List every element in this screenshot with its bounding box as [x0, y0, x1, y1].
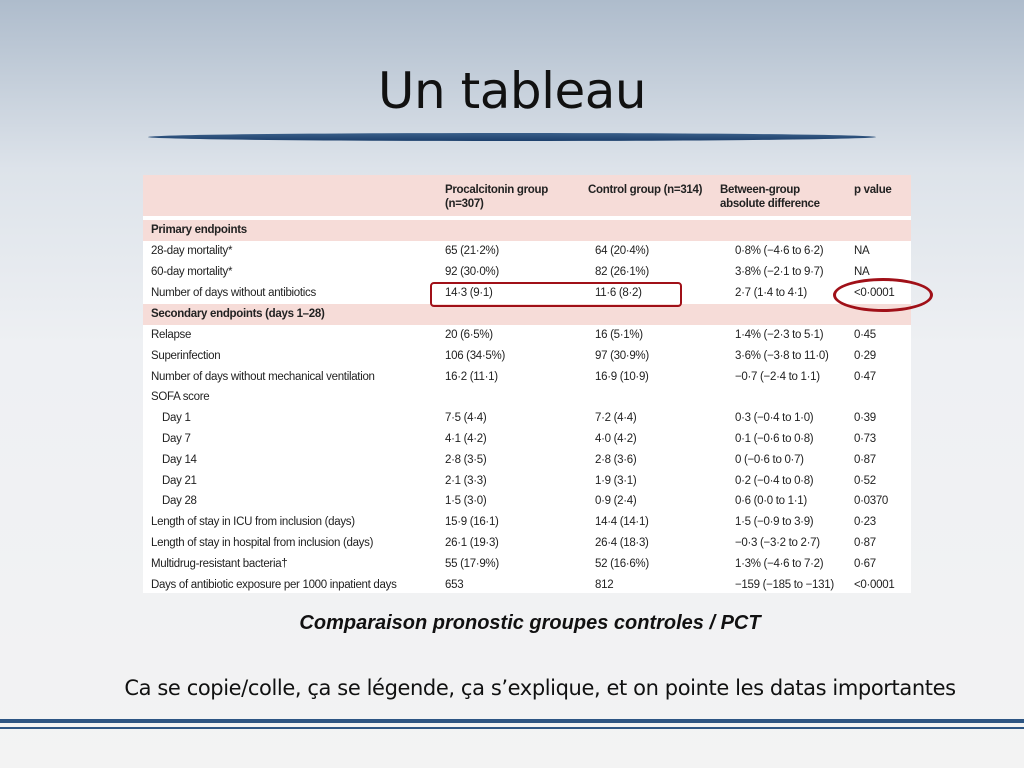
cell-p: NA	[854, 245, 870, 257]
highlight-oval	[833, 278, 933, 312]
table-row	[143, 368, 911, 388]
cell-pct: 4·1 (4·2)	[445, 433, 487, 445]
cell-label: Length of stay in hospital from inclusion (days)	[151, 537, 374, 549]
header-procalcitonin-line2: (n=307)	[445, 198, 484, 210]
table-row	[143, 472, 911, 492]
cell-p: <0·0001	[854, 287, 895, 299]
cell-diff: 1·5 (−0·9 to 3·9)	[735, 516, 814, 529]
highlight-rectangle	[430, 282, 682, 307]
table-row	[143, 513, 911, 533]
cell-ctrl: 2·8 (3·6)	[595, 453, 637, 466]
table-header	[143, 175, 911, 216]
slide-title: Un tableau	[377, 62, 647, 120]
table-row	[143, 263, 911, 283]
cell-label: 28-day mortality*	[151, 245, 233, 257]
header-between-line2: absolute difference	[720, 198, 820, 210]
cell-p: NA	[854, 266, 870, 278]
cell-pct: 653	[445, 578, 464, 591]
table-row	[143, 451, 911, 471]
cell-label: Length of stay in ICU from inclusion (days)	[151, 516, 355, 529]
cell-diff: 0·2 (−0·4 to 0·8)	[735, 474, 814, 487]
cell-diff: 2·7 (1·4 to 4·1)	[735, 287, 807, 299]
cell-diff: 1·3% (−4·6 to 7·2)	[735, 557, 824, 570]
cell-p: 0·23	[854, 516, 876, 529]
cell-pct: 2·1 (3·3)	[445, 474, 487, 487]
cell-diff: −0·7 (−2·4 to 1·1)	[735, 370, 820, 383]
table-row	[143, 347, 911, 367]
cell-label: Number of days without mechanical ventilation	[151, 370, 375, 383]
footer-rule-thick	[0, 719, 1024, 723]
title-underline	[148, 133, 876, 141]
slide-subtext: Ca se copie/colle, ça se légende, ça s’explique, et on pointe les datas importantes	[124, 676, 956, 700]
cell-pct: 55 (17·9%)	[445, 557, 499, 570]
cell-label: Superinfection	[151, 349, 221, 362]
cell-diff: 0·6 (0·0 to 1·1)	[735, 495, 807, 508]
cell-pct: 14·3 (9·1)	[445, 287, 493, 299]
cell-p: 0·0370	[854, 495, 889, 508]
cell-diff: 3·6% (−3·8 to 11·0)	[735, 349, 829, 362]
results-table	[143, 175, 911, 593]
table-row	[143, 576, 911, 596]
cell-ctrl: 26·4 (18·3)	[595, 537, 649, 549]
cell-p: 0·87	[854, 453, 876, 466]
cell-p: 0·73	[854, 433, 876, 445]
cell-label: Days of antibiotic exposure per 1000 inpatient days	[151, 578, 397, 591]
cell-diff: 0·3 (−0·4 to 1·0)	[735, 412, 814, 425]
cell-p: 0·29	[854, 349, 876, 362]
cell-p: 0·67	[854, 557, 876, 570]
cell-pct: 20 (6·5%)	[445, 329, 493, 341]
cell-label: Day 7	[162, 433, 191, 445]
cell-ctrl: 7·2 (4·4)	[595, 412, 637, 425]
cell-ctrl: 64 (20·4%)	[595, 245, 649, 257]
cell-p: <0·0001	[854, 578, 895, 591]
header-procalcitonin	[445, 183, 548, 211]
cell-diff: −0·3 (−3·2 to 2·7)	[735, 537, 820, 549]
cell-ctrl: 4·0 (4·2)	[595, 433, 637, 445]
header-control: Control group (n=314)	[588, 184, 703, 196]
cell-pct: 7·5 (4·4)	[445, 412, 487, 425]
cell-ctrl: 11·6 (8·2)	[595, 287, 642, 299]
table-row	[143, 492, 911, 512]
table-row	[143, 242, 911, 262]
cell-label: Day 14	[162, 453, 197, 466]
table-row	[143, 409, 911, 429]
cell-ctrl: 16·9 (10·9)	[595, 370, 649, 383]
cell-label: Day 28	[162, 495, 197, 508]
cell-pct: 65 (21·2%)	[445, 245, 499, 257]
cell-ctrl: 14·4 (14·1)	[595, 516, 649, 529]
header-pvalue: p value	[854, 184, 892, 196]
cell-p: 0·39	[854, 412, 876, 425]
cell-ctrl: 97 (30·9%)	[595, 349, 649, 362]
cell-p: 0·52	[854, 474, 876, 487]
footer-rule-thin	[0, 727, 1024, 729]
cell-ctrl: 82 (26·1%)	[595, 266, 649, 278]
cell-pct: 26·1 (19·3)	[445, 537, 499, 549]
table-row	[143, 326, 911, 346]
cell-ctrl: 1·9 (3·1)	[595, 474, 637, 487]
cell-pct: 16·2 (11·1)	[445, 370, 498, 383]
section-primary-label: Primary endpoints	[151, 224, 247, 236]
table-caption: Comparaison pronostic groupes controles / PCT	[299, 612, 761, 634]
cell-diff: 3·8% (−2·1 to 9·7)	[735, 266, 824, 278]
cell-label: Relapse	[151, 329, 192, 341]
table-row	[143, 555, 911, 575]
header-procalcitonin-line1: Procalcitonin group	[445, 184, 548, 196]
cell-ctrl: 16 (5·1%)	[595, 329, 643, 341]
cell-p: 0·87	[854, 537, 876, 549]
header-between-line1: Between-group	[720, 184, 800, 196]
table-row	[143, 534, 911, 554]
cell-label: SOFA score	[151, 391, 210, 404]
cell-pct: 106 (34·5%)	[445, 349, 505, 362]
cell-pct: 2·8 (3·5)	[445, 453, 487, 466]
cell-label: Number of days without antibiotics	[151, 287, 316, 299]
table-row	[143, 430, 911, 450]
cell-pct: 1·5 (3·0)	[445, 495, 487, 508]
cell-diff: 0·8% (−4·6 to 6·2)	[735, 245, 824, 257]
cell-diff: 0 (−0·6 to 0·7)	[735, 453, 804, 466]
table-row	[143, 388, 911, 408]
cell-label: 60-day mortality*	[151, 266, 233, 278]
cell-p: 0·47	[854, 370, 876, 383]
cell-diff: 1·4% (−2·3 to 5·1)	[735, 329, 824, 341]
section-primary	[143, 220, 911, 241]
cell-label: Day 1	[162, 412, 191, 425]
header-between-group	[720, 183, 820, 211]
cell-pct: 92 (30·0%)	[445, 266, 499, 278]
cell-label: Multidrug-resistant bacteria†	[151, 557, 288, 570]
cell-diff: −159 (−185 to −131)	[735, 578, 834, 591]
cell-ctrl: 0·9 (2·4)	[595, 495, 637, 508]
cell-p: 0·45	[854, 329, 876, 341]
cell-pct: 15·9 (16·1)	[445, 516, 499, 529]
cell-label: Day 21	[162, 474, 197, 487]
section-secondary-label: Secondary endpoints (days 1–28)	[151, 308, 325, 320]
cell-ctrl: 52 (16·6%)	[595, 557, 649, 570]
section-secondary	[143, 304, 911, 325]
cell-ctrl: 812	[595, 578, 614, 591]
cell-diff: 0·1 (−0·6 to 0·8)	[735, 433, 814, 445]
